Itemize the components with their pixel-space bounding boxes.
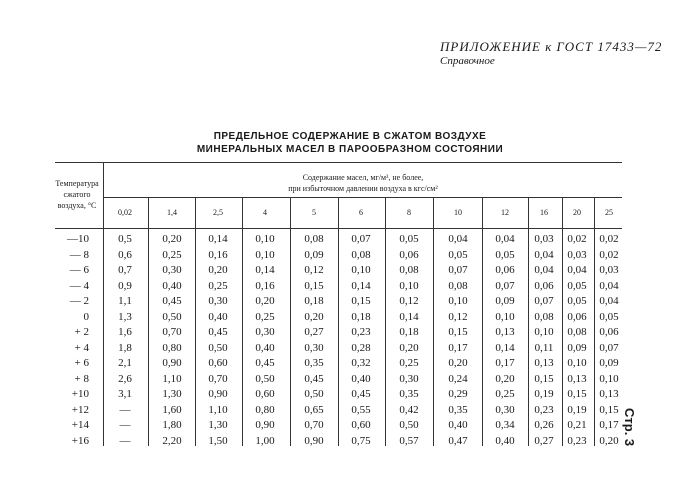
table-cell: 0,07 xyxy=(495,279,515,292)
table-cell: 0,19 xyxy=(567,403,587,416)
column-header: 16 xyxy=(540,208,548,217)
table-cell: 0,45 xyxy=(304,372,324,385)
table-cell: 0,04 xyxy=(534,264,554,276)
table-cell: 0,10 xyxy=(534,326,554,338)
table-cell: 0,24 xyxy=(448,372,468,385)
table-cell: 0,32 xyxy=(351,357,371,369)
table-cell: 0,35 xyxy=(399,388,419,400)
table-cell: 0,50 xyxy=(208,341,228,354)
table-cell: 0,18 xyxy=(399,326,419,338)
table-cell: 0,14 xyxy=(351,279,371,292)
reference-label: Справочное xyxy=(440,55,495,67)
table-cell: 0,30 xyxy=(399,372,419,385)
table-cell: 0,70 xyxy=(208,372,228,385)
temperature-cell: + 4 xyxy=(74,341,89,354)
column-header: 10 xyxy=(454,208,462,217)
table-cell: 0,9 xyxy=(118,279,132,292)
table-cell: 1,00 xyxy=(255,434,275,447)
table-cell: 0,42 xyxy=(399,403,419,416)
table-cell: 0,80 xyxy=(255,403,275,416)
table-cell: 0,23 xyxy=(567,434,587,447)
temperature-cell: +16 xyxy=(71,434,89,447)
table-cell: 0,57 xyxy=(399,434,419,447)
table-cell: 1,1 xyxy=(118,295,132,307)
table-cell: 0,40 xyxy=(255,341,275,354)
table-cell: 0,08 xyxy=(399,264,419,276)
table-cell: 0,16 xyxy=(255,279,275,292)
group-header-line1: Содержание масел, мг/м³, не более, xyxy=(302,173,424,182)
table-cell: 0,03 xyxy=(599,264,619,276)
table-top-rule xyxy=(55,162,622,163)
table-cell: 0,17 xyxy=(448,341,468,354)
table-cell: 0,13 xyxy=(534,357,554,369)
table-cell: 0,55 xyxy=(351,403,371,416)
table-title-line1: ПРЕДЕЛЬНОЕ СОДЕРЖАНИЕ В СЖАТОМ ВОЗДУХЕ xyxy=(213,131,487,142)
temperature-cell: + 2 xyxy=(74,326,89,338)
table-cell: 0,05 xyxy=(399,233,419,245)
table-cell: 0,40 xyxy=(495,434,515,447)
table-cell: 0,06 xyxy=(567,310,587,323)
table-cell: 0,15 xyxy=(448,326,468,338)
table-cell: 0,25 xyxy=(495,388,515,400)
column-header: 2,5 xyxy=(213,208,223,217)
table-cell: 0,25 xyxy=(399,357,419,369)
table-cell: 0,60 xyxy=(208,357,228,369)
table-cell: 0,10 xyxy=(399,279,419,292)
table-cell: 0,35 xyxy=(304,357,324,369)
table-cell: 0,05 xyxy=(599,310,619,323)
table-cell: — xyxy=(119,403,131,416)
table-cell: 0,21 xyxy=(567,419,587,431)
temperature-cell: + 6 xyxy=(74,357,89,369)
table-cell: 0,7 xyxy=(118,264,132,276)
table-cell: 0,04 xyxy=(599,295,619,307)
table-cell: 0,09 xyxy=(567,341,587,354)
table-cell: 0,06 xyxy=(534,279,554,292)
table-cell: 0,09 xyxy=(599,357,619,369)
table-cell: 0,40 xyxy=(351,372,371,385)
table-cell: 0,09 xyxy=(304,248,324,261)
table-cell: 0,07 xyxy=(534,295,554,307)
temperature-cell: — 2 xyxy=(69,295,89,307)
table-cell: 1,3 xyxy=(118,310,132,323)
table-cell: 0,75 xyxy=(351,434,371,447)
table-cell: 0,50 xyxy=(399,419,419,431)
table-cell: 1,10 xyxy=(208,403,228,416)
temperature-cell: +12 xyxy=(71,403,89,416)
table-cell: 0,08 xyxy=(304,233,324,245)
table-cell: 0,50 xyxy=(255,372,275,385)
table-cell: 0,04 xyxy=(599,279,619,292)
table-cell: 0,02 xyxy=(599,233,619,245)
table-cell: 0,25 xyxy=(208,279,228,292)
table-cell: 1,6 xyxy=(118,326,132,338)
column-divider xyxy=(433,197,434,446)
column-header: 8 xyxy=(407,208,411,217)
table-cell: 0,08 xyxy=(448,279,468,292)
table-cell: 0,20 xyxy=(495,372,515,385)
table-cell: 0,10 xyxy=(255,233,275,245)
column-header: 20 xyxy=(573,208,581,217)
table-cell: 0,17 xyxy=(495,357,515,369)
column-header: 4 xyxy=(263,208,267,217)
table-cell: 1,10 xyxy=(162,372,182,385)
temperature-cell: — 4 xyxy=(69,279,89,292)
table-cell: 0,35 xyxy=(448,403,468,416)
table-cell: 0,27 xyxy=(534,434,554,447)
temperature-cell: +14 xyxy=(71,419,89,431)
table-cell: 0,80 xyxy=(162,341,182,354)
table-cell: 0,19 xyxy=(534,388,554,400)
table-cell: 0,30 xyxy=(304,341,324,354)
table-cell: 0,10 xyxy=(495,310,515,323)
column-header: 6 xyxy=(359,208,363,217)
temperature-cell: — 6 xyxy=(69,264,89,276)
table-cell: 0,07 xyxy=(448,264,468,276)
table-cell: 0,14 xyxy=(399,310,419,323)
table-cell: 0,08 xyxy=(567,326,587,338)
table-cell: 0,05 xyxy=(495,248,515,261)
page-number: Стр. 3 xyxy=(622,408,637,447)
table-cell: 0,05 xyxy=(448,248,468,261)
temperature-cell: —10 xyxy=(67,233,89,245)
table-cell: 0,12 xyxy=(304,264,324,276)
table-cell: 0,14 xyxy=(208,233,228,245)
temperature-cell: + 8 xyxy=(74,372,89,385)
group-header xyxy=(104,172,622,194)
table-cell: 0,18 xyxy=(304,295,324,307)
table-cell: 0,03 xyxy=(567,248,587,261)
table-cell: 0,20 xyxy=(304,310,324,323)
table-cell: 0,04 xyxy=(495,233,515,245)
table-cell: 0,60 xyxy=(255,388,275,400)
column-header: 0,02 xyxy=(118,208,132,217)
table-cell: 0,15 xyxy=(599,403,619,416)
table-cell: 0,20 xyxy=(255,295,275,307)
table-cell: 0,26 xyxy=(534,419,554,431)
table-cell: 0,04 xyxy=(534,248,554,261)
table-cell: 0,15 xyxy=(304,279,324,292)
table-cell: 0,34 xyxy=(495,419,515,431)
table-cell: 2,20 xyxy=(162,434,182,447)
table-cell: 0,47 xyxy=(448,434,468,447)
table-cell: 0,20 xyxy=(162,233,182,245)
table-cell: 0,10 xyxy=(351,264,371,276)
subheader-rule xyxy=(103,197,622,198)
appendix-label: ПРИЛОЖЕНИЕ к ГОСТ 17433—72 xyxy=(440,39,663,54)
table-cell: 0,40 xyxy=(162,279,182,292)
table-cell: 0,20 xyxy=(599,434,619,447)
table-cell: 0,90 xyxy=(255,419,275,431)
table-cell: 0,18 xyxy=(351,310,371,323)
table-cell: 0,02 xyxy=(599,248,619,261)
table-cell: 0,23 xyxy=(351,326,371,338)
table-cell: 0,50 xyxy=(162,310,182,323)
table-cell: 1,50 xyxy=(208,434,228,447)
column-header: 25 xyxy=(605,208,613,217)
table-title xyxy=(150,130,550,156)
table-cell: 1,80 xyxy=(162,419,182,431)
table-title-line2: МИНЕРАЛЬНЫХ МАСЕЛ В ПАРООБРАЗНОМ СОСТОЯНИИ xyxy=(196,144,504,155)
table-cell: 2,1 xyxy=(118,357,132,369)
table-cell: 0,05 xyxy=(567,295,587,307)
table-cell: 1,8 xyxy=(118,341,132,354)
column-header: 12 xyxy=(501,208,509,217)
table-cell: 0,90 xyxy=(162,357,182,369)
column-divider xyxy=(290,197,291,446)
table-cell: 0,11 xyxy=(534,341,554,354)
table-cell: 0,04 xyxy=(567,264,587,276)
temperature-cell: — 8 xyxy=(69,248,89,261)
table-cell: 0,45 xyxy=(208,326,228,338)
table-cell: 0,04 xyxy=(448,233,468,245)
table-cell: 0,07 xyxy=(351,233,371,245)
table-cell: 0,07 xyxy=(599,341,619,354)
table-cell: 0,08 xyxy=(534,310,554,323)
table-cell: 2,6 xyxy=(118,372,132,385)
table-cell: 0,15 xyxy=(567,388,587,400)
table-cell: 0,06 xyxy=(495,264,515,276)
table-cell: 0,5 xyxy=(118,233,132,245)
table-cell: 0,06 xyxy=(599,326,619,338)
table-cell: 0,70 xyxy=(162,326,182,338)
table-cell: 0,25 xyxy=(162,248,182,261)
table-cell: 0,12 xyxy=(399,295,419,307)
table-cell: 0,70 xyxy=(304,419,324,431)
column-header: 5 xyxy=(312,208,316,217)
table-cell: 0,30 xyxy=(255,326,275,338)
table-cell: 0,10 xyxy=(567,357,587,369)
table-cell: 0,10 xyxy=(255,248,275,261)
table-cell: 0,12 xyxy=(448,310,468,323)
table-cell: 0,20 xyxy=(448,357,468,369)
table-cell: 0,30 xyxy=(495,403,515,416)
table-cell: 0,13 xyxy=(567,372,587,385)
table-cell: 0,03 xyxy=(534,233,554,245)
table-cell: 0,90 xyxy=(304,434,324,447)
table-cell: 1,30 xyxy=(162,388,182,400)
table-cell: 1,30 xyxy=(208,419,228,431)
stub-header: Температура сжатого воздуха, °С xyxy=(55,179,99,210)
table-cell: 0,40 xyxy=(208,310,228,323)
table-cell: 0,16 xyxy=(208,248,228,261)
table-cell: 0,05 xyxy=(567,279,587,292)
table-cell: 0,45 xyxy=(162,295,182,307)
table-cell: 0,20 xyxy=(399,341,419,354)
table-cell: 0,23 xyxy=(534,403,554,416)
column-divider xyxy=(148,197,149,446)
table-cell: 1,60 xyxy=(162,403,182,416)
table-cell: 0,17 xyxy=(599,419,619,431)
table-cell: 0,45 xyxy=(255,357,275,369)
table-cell: 0,45 xyxy=(351,388,371,400)
table-cell: 0,50 xyxy=(304,388,324,400)
table-cell: 0,08 xyxy=(351,248,371,261)
table-cell: — xyxy=(119,434,131,447)
table-cell: 0,60 xyxy=(351,419,371,431)
group-header-line2: при избыточном давлении воздуха в кгс/см² xyxy=(288,184,438,193)
table-cell: 0,90 xyxy=(208,388,228,400)
table-cell: 0,10 xyxy=(599,372,619,385)
table-cell: — xyxy=(119,419,131,431)
table-cell: 0,20 xyxy=(208,264,228,276)
table-cell: 0,14 xyxy=(255,264,275,276)
table-cell: 0,13 xyxy=(495,326,515,338)
table-cell: 0,02 xyxy=(567,233,587,245)
temperature-cell: +10 xyxy=(71,388,89,400)
table-cell: 0,40 xyxy=(448,419,468,431)
table-cell: 0,09 xyxy=(495,295,515,307)
table-cell: 0,15 xyxy=(534,372,554,385)
table-cell: 0,13 xyxy=(599,388,619,400)
table-cell: 0,10 xyxy=(448,295,468,307)
table-cell: 0,27 xyxy=(304,326,324,338)
table-cell: 0,25 xyxy=(255,310,275,323)
table-cell: 0,30 xyxy=(162,264,182,276)
table-cell: 3,1 xyxy=(118,388,132,400)
table-cell: 0,28 xyxy=(351,341,371,354)
column-header: 1,4 xyxy=(167,208,177,217)
table-cell: 0,06 xyxy=(399,248,419,261)
table-cell: 0,15 xyxy=(351,295,371,307)
temperature-cell: 0 xyxy=(83,310,89,323)
table-cell: 0,65 xyxy=(304,403,324,416)
table-cell: 0,30 xyxy=(208,295,228,307)
table-cell: 0,14 xyxy=(495,341,515,354)
table-cell: 0,6 xyxy=(118,248,132,261)
column-divider xyxy=(385,197,386,446)
table-cell: 0,29 xyxy=(448,388,468,400)
